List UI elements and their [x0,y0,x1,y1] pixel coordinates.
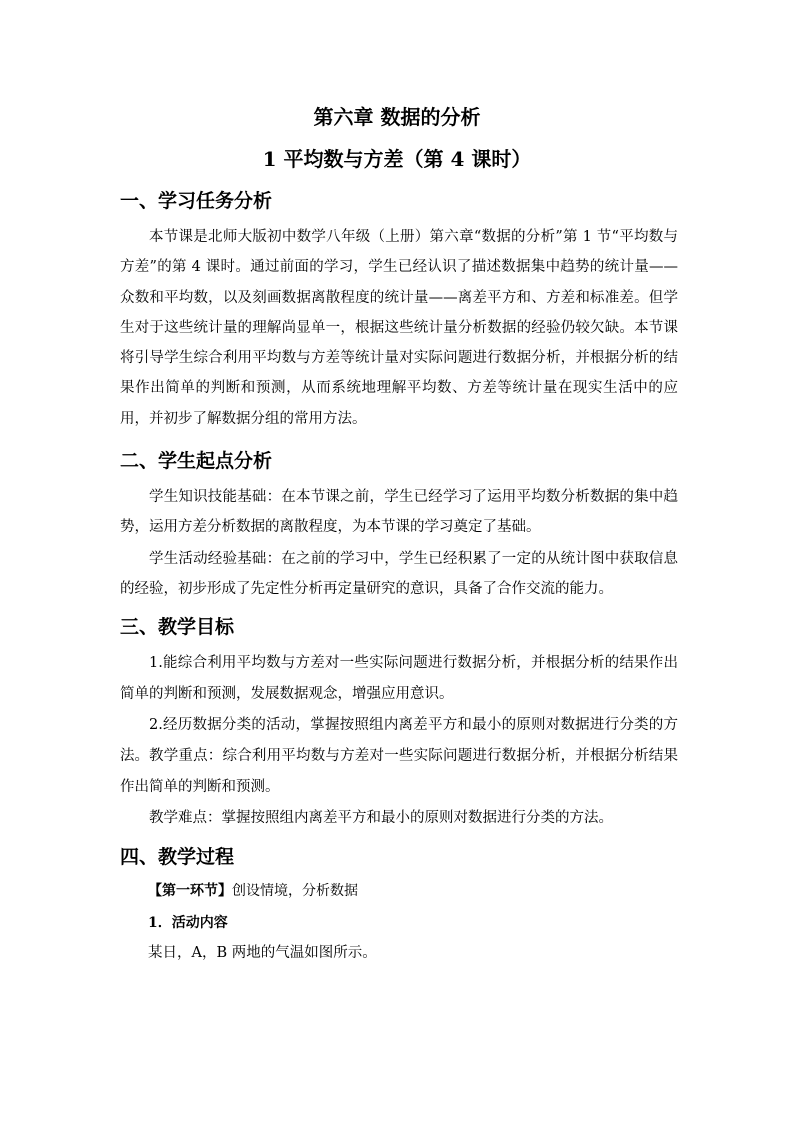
paragraph-knowledge-basis: 学生知识技能基础：在本节课之前，学生已经学习了运用平均数分析数据的集中趋势，运用方差分析数据的离散程度，为本节课的学习奠定了基础。 [120,489,678,536]
section-heading-teaching-goals: 三、教学目标 [120,616,235,638]
activity-label [148,913,228,933]
lesson-title: 1 平均数与方差（第 4 课时） [262,147,532,171]
step-title: 创设情境，分析数据 [232,883,358,899]
paragraph-key-point: 教学重点：综合利用平均数与方差对一些实际问题进行数据分析，并根据分析结果作出简单的判断和预测。 [120,748,678,795]
activity-label-text: 1．活动内容 [148,915,228,931]
paragraph-difficulty: 教学难点：掌握按照组内离差平方和最小的原则对数据进行分类的方法。 [149,810,613,826]
step-label: 【第一环节】 [148,883,232,899]
step-heading [148,881,358,901]
section-heading-teaching-process: 四、教学过程 [120,846,235,868]
section-heading-task-analysis: 一、学习任务分析 [120,190,273,212]
activity-text: 某日，A，B 两地的气温如图所示。 [148,945,377,961]
paragraph-goal-2: 2.经历数据分类的活动，掌握按照组内离差平方和最小的原则对数据进行分类的方法。 [120,717,678,764]
paragraph-experience-basis: 学生活动经验基础：在之前的学习中，学生已经积累了一定的从统计图中获取信息的经验，初步形成了先定性分析再定量研究的意识，具备了合作交流的能力。 [120,551,678,598]
paragraph-task-analysis: 本节课是北师大版初中数学八年级（上册）第六章“数据的分析”第 1 节“平均数与方差”的第 4 课时。通过前面的学习，学生已经认识了描述数据集中趋势的统计量——众数和平均数，以及刻画数据离散程度的统计量——离差平方和、方差和标准差。但学生对于这些统计量的理解尚显单一，根据这些统计量分析数据的经验仍较欠缺。本节课将引导学生综合利用平均数与方差等统计量对实际问题进行数据分析，并根据分析的结果作出简单的判断和预测，从而系统地理解平均数、方差等统计量在现实生活中的应用，并初步了解数据分组的常用方法。 [120,229,678,427]
section-heading-student-analysis: 二、学生起点分析 [120,450,273,472]
paragraph-goal-1: 1.能综合利用平均数与方差对一些实际问题进行数据分析，并根据分析的结果作出简单的判断和预测，发展数据观念，增强应用意识。 [120,655,678,702]
chapter-title: 第六章 数据的分析 [313,105,481,129]
